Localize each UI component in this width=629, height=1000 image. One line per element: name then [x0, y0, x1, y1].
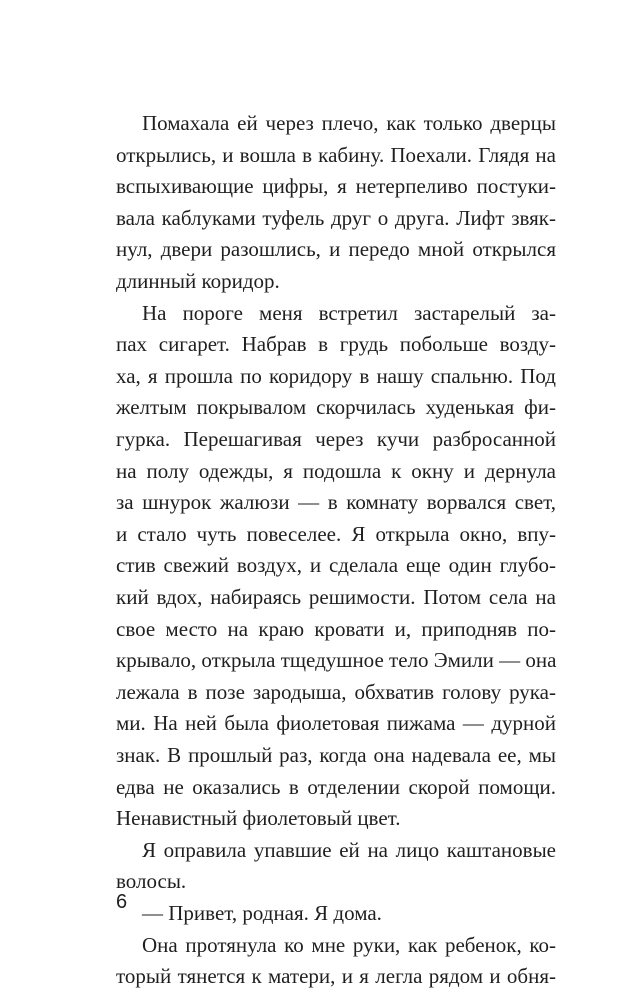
text-line: гурка. Перешагивая через кучи разбросанной: [116, 427, 556, 451]
text-line: Она протянула ко мне руки, как ребенок, ко-: [142, 932, 556, 957]
text-line: кий вдох, набираясь решимости. Потом села на: [116, 585, 556, 609]
text-line: волосы.: [116, 869, 187, 894]
text-line: крывало, открыла тщедушное тело Эмили — она: [116, 648, 557, 673]
text-line: едва не оказались в отделении скорой помощи.: [116, 774, 556, 799]
text-line: вспыхивающие цифры, я нетерпеливо постуки-: [116, 174, 556, 199]
text-line: на полу одежды, я подошла к окну и дернула: [116, 458, 556, 483]
text-line: нул, двери разошлись, и передо мной открылся: [116, 237, 556, 262]
text-line: вала каблуками туфель друг о друга. Лифт звяк-: [116, 205, 556, 230]
text-line: и стало чуть повеселее. Я открыла окно, впу-: [116, 521, 556, 546]
text-line: длинный коридор.: [116, 269, 280, 293]
text-line: открылись, и вошла в кабину. Поехали. Глядя на: [116, 142, 556, 167]
text-line: желтым покрывалом скорчилась худенькая фи-: [116, 395, 556, 420]
text-line: — Привет, родная. Я дома.: [142, 901, 382, 925]
text-line: стив свежий воздух, и сделала еще один глубо-: [116, 553, 556, 578]
text-line: ха, я прошла по коридору в нашу спальню. Под: [116, 363, 556, 388]
text-line: Ненавистный фиолетовый цвет.: [116, 806, 401, 831]
text-line: за шнурок жалюзи — в комнату ворвался свет,: [116, 490, 556, 515]
text-line: Я оправила упавшие ей на лицо каштановые: [142, 837, 556, 862]
text-line: знак. В прошлый раз, когда она надевала ее, мы: [116, 743, 556, 767]
text-line: На пороге меня встретил застарелый за-: [142, 300, 556, 325]
text-line: свое место на краю кровати и, приподняв по-: [116, 616, 556, 641]
text-line: пах сигарет. Набрав в грудь побольше возду-: [116, 332, 556, 357]
text-line: лежала в позе зародыша, обхватив голову рука-: [116, 679, 556, 704]
page-number: 6: [116, 891, 128, 913]
text-line: торый тянется к матери, и я легла рядом и обня-: [116, 964, 556, 989]
text-line: Помахала ей через плечо, как только дверцы: [142, 111, 556, 135]
text-line: ми. На ней была фиолетовая пижама — дурной: [116, 711, 556, 736]
